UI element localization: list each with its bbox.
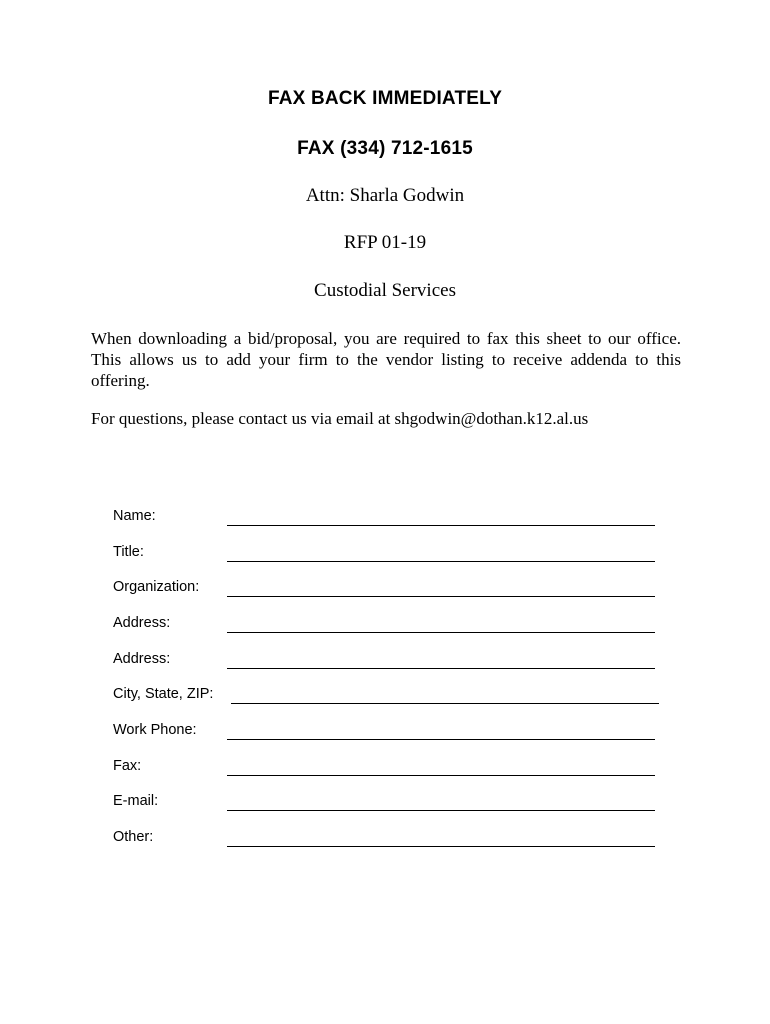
service-name: Custodial Services: [314, 280, 456, 301]
instructions-paragraph: When downloading a bid/proposal, you are required to fax this sheet to our office. This allows us to add your firm to the vendor listing to receive addenda to this offering.: [91, 329, 681, 390]
email-field[interactable]: [227, 810, 655, 811]
organization-field[interactable]: [227, 596, 655, 597]
form-row-work-phone: [113, 722, 673, 746]
form-row-organization: [113, 579, 673, 603]
contact-paragraph: For questions, please contact us via email at shgodwin@dothan.k12.al.us: [91, 409, 589, 428]
form-row-city-state-zip: [113, 686, 673, 710]
field-label: Fax:: [113, 758, 142, 774]
form-row-email: [113, 793, 673, 817]
name-field[interactable]: [227, 525, 655, 526]
field-label: Name:: [113, 508, 156, 524]
form-row-name: [113, 508, 673, 532]
other-field[interactable]: [227, 846, 655, 847]
form-row-address-1: [113, 615, 673, 639]
city-state-zip-field[interactable]: [231, 703, 659, 704]
fax-number: FAX (334) 712-1615: [297, 138, 473, 159]
field-label: Work Phone:: [113, 722, 197, 738]
field-label: Organization:: [113, 579, 200, 595]
field-label: E-mail:: [113, 793, 159, 809]
form-row-fax: [113, 758, 673, 782]
field-label: City, State, ZIP:: [113, 686, 214, 702]
field-label: Title:: [113, 544, 144, 560]
address-2-field[interactable]: [227, 668, 655, 669]
field-label: Address:: [113, 651, 171, 667]
form-row-address-2: [113, 651, 673, 675]
address-1-field[interactable]: [227, 632, 655, 633]
fax-field[interactable]: [227, 775, 655, 776]
attention-line: Attn: Sharla Godwin: [305, 185, 465, 206]
work-phone-field[interactable]: [227, 739, 655, 740]
field-label: Other:: [113, 829, 154, 845]
title-field[interactable]: [227, 561, 655, 562]
form-row-title: [113, 544, 673, 568]
page-title: FAX BACK IMMEDIATELY: [267, 88, 503, 109]
form-row-other: [113, 829, 673, 853]
rfp-number: RFP 01-19: [343, 232, 427, 253]
field-label: Address:: [113, 615, 171, 631]
